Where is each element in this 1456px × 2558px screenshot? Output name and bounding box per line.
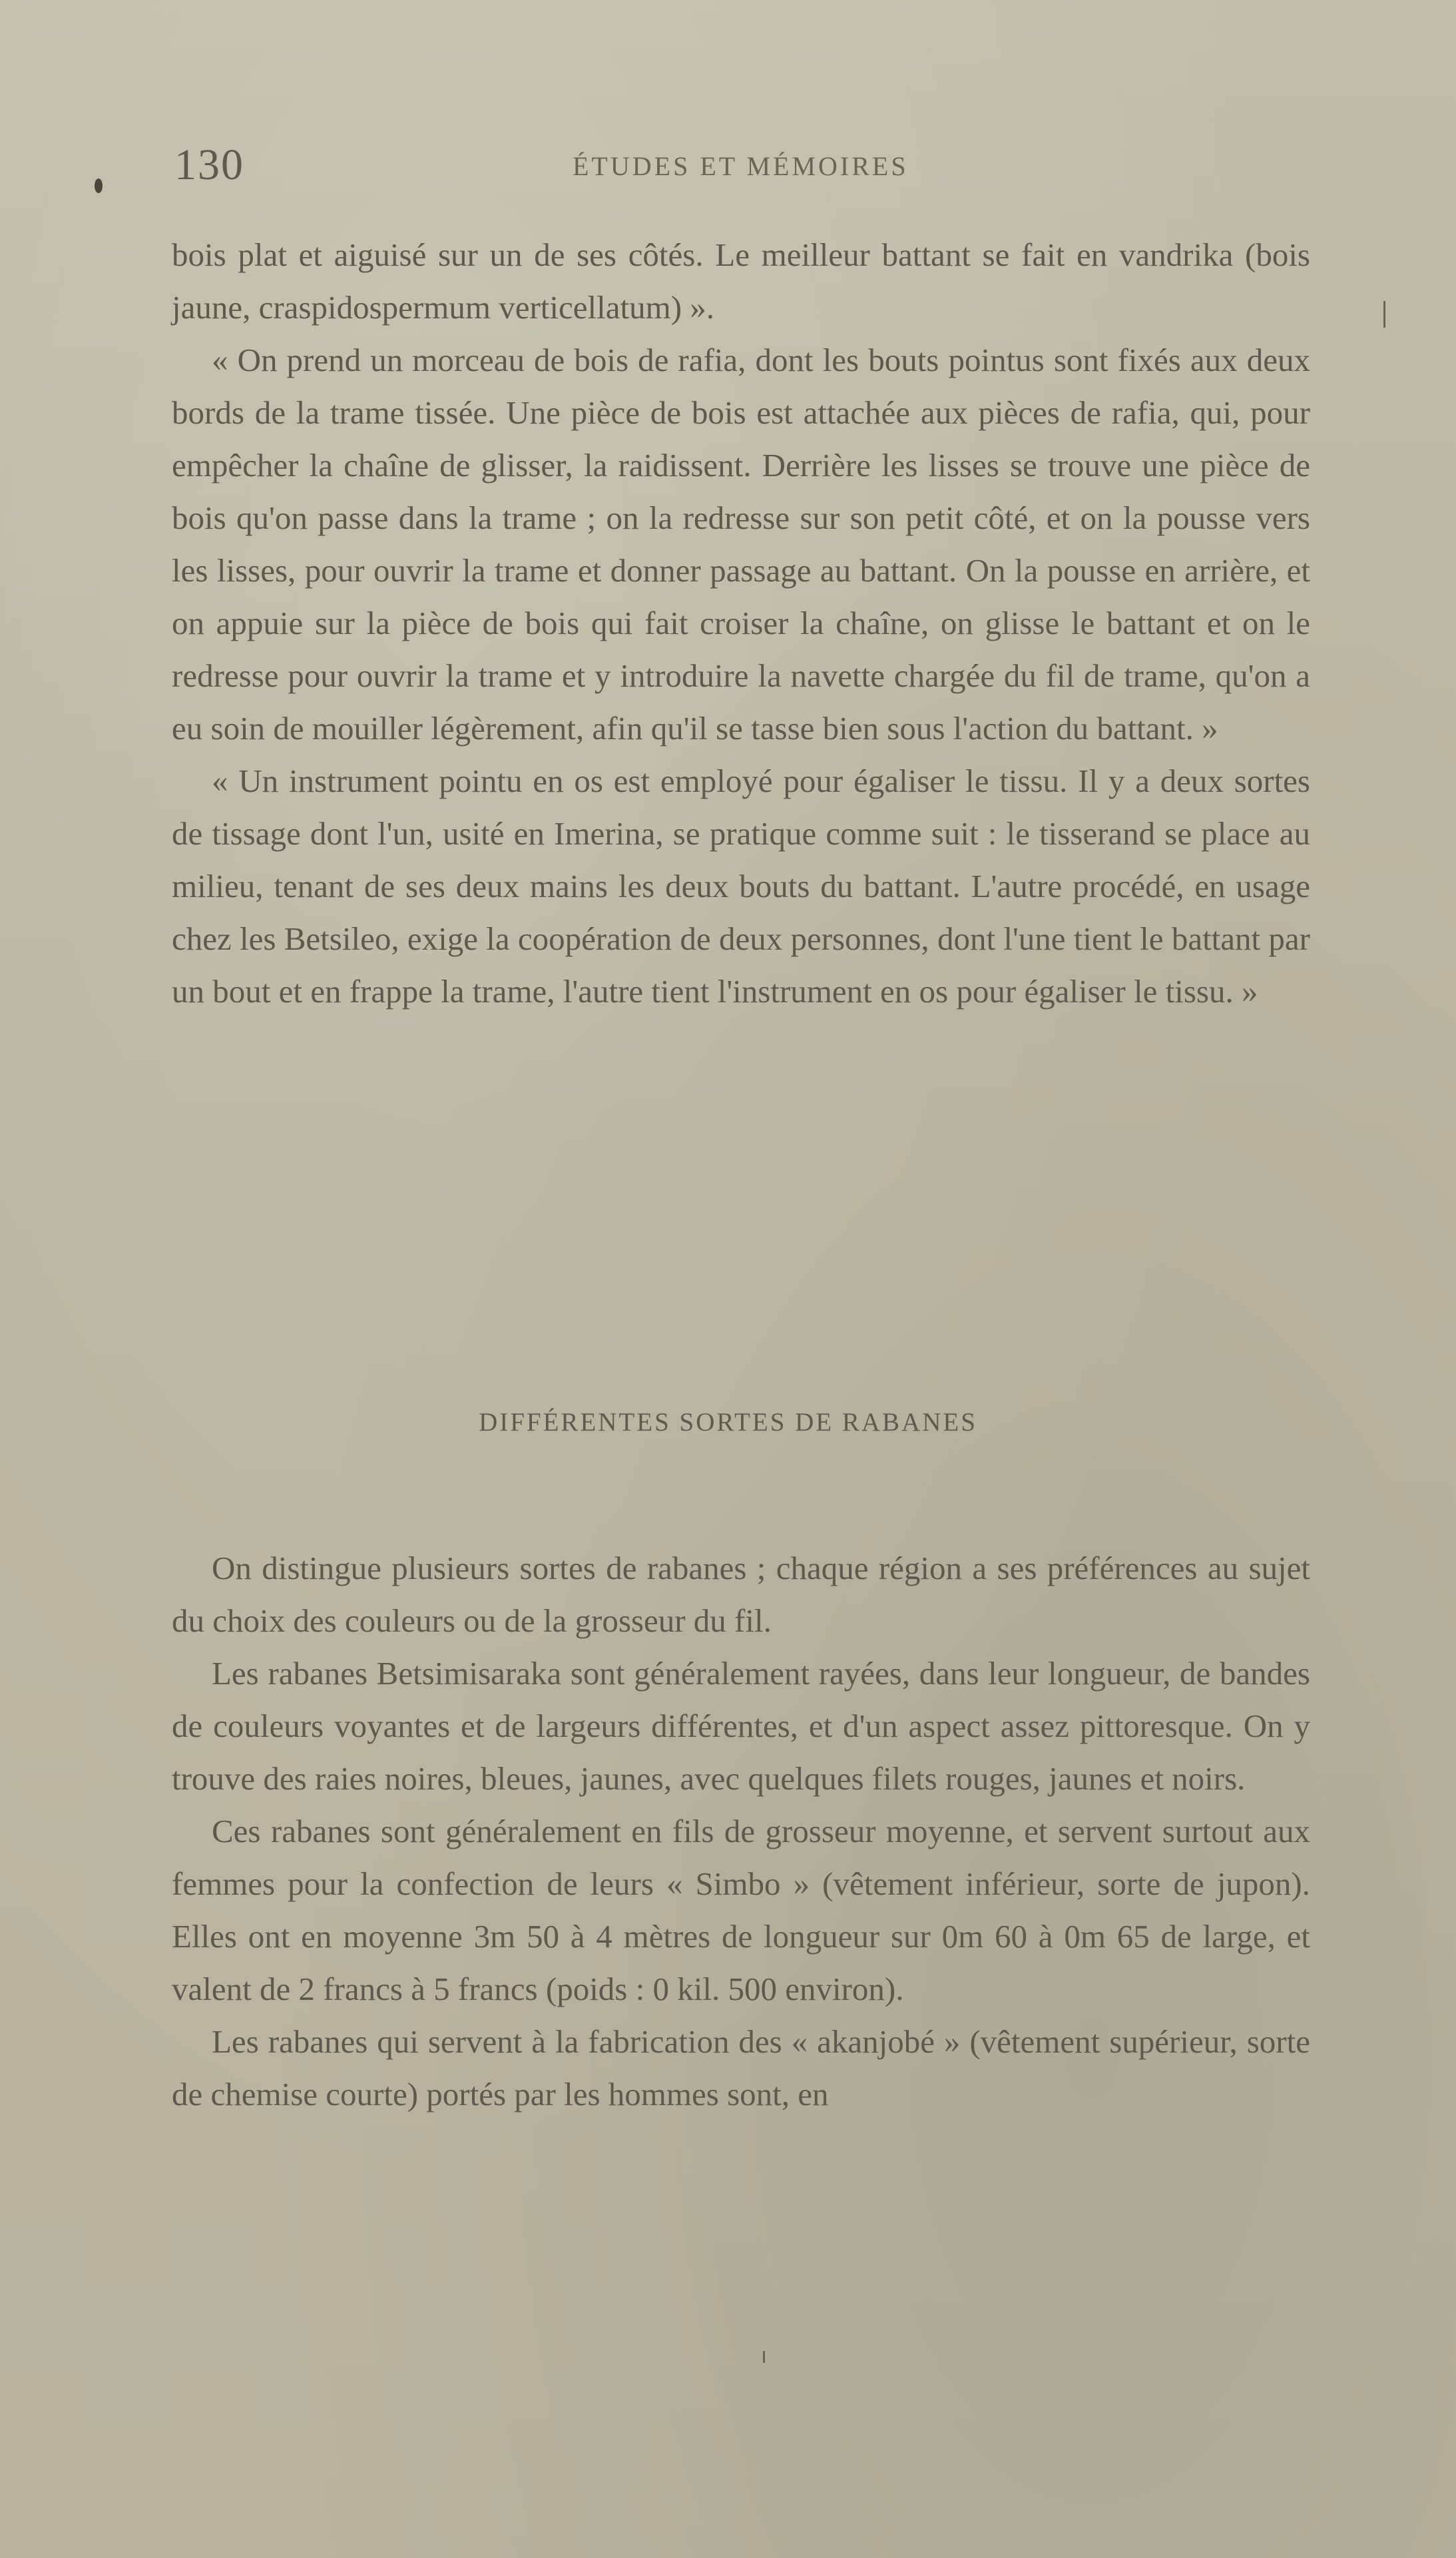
paragraph: bois plat et aiguisé sur un de ses côtés. Le meilleur battant se fait en vandrika (bois jaune, craspidospermum verticellatum) ». [172,236,1310,326]
paragraph: « On prend un morceau de bois de rafia, dont les bouts pointus sont fixés aux deux bords de la trame tissée. Une pièce de bois est attachée aux pièces de rafia, qui, pour empêcher la chaîne de glisser, la raidissent. Derrière les lisses se trouve une pièce de bois qu'on passe dans la trame ; on la redresse sur son petit côté, et on la pousse vers les lisses, pour ouvrir la trame et donner passage au battant. On la pousse en arrière, et on appuie sur la pièce de bois qui fait croiser la chaîne, on glisse le battant et on le redresse pour ouvrir la trame et y introduire la navette chargée du fil de trame, qu'on a eu soin de mouiller légèrement, afin qu'il se tasse bien sous l'action du battant. » [172,342,1310,747]
bottom-mark [763,2351,765,2363]
paragraph: Les rabanes Betsimisaraka sont généralement rayées, dans leur longueur, de bandes de couleurs voyantes et de largeurs différentes, et d'un aspect assez pittoresque. On y trouve des raies noires, bleues, jaunes, avec quelques filets rouges, jaunes et noirs. [172,1655,1310,1797]
body-text-top [172,228,1310,1018]
margin-mark [1383,301,1385,328]
page-number: 130 [174,141,244,189]
section-title: DIFFÉRENTES SORTES DE RABANES [479,1408,977,1437]
running-title: ÉTUDES ET MÉMOIRES [573,151,909,181]
paragraph: Ces rabanes sont généralement en fils de grosseur moyenne, et servent surtout aux femmes pour la confection de leurs « Simbo » (vêtement inférieur, sorte de jupon). Elles ont en moyenne 3m 50 à 4 mètres de longueur sur 0m 60 à 0m 65 de large, et valent de 2 francs à 5 francs (poids : 0 kil. 500 environ). [172,1813,1310,2007]
ink-dot [95,178,103,193]
paragraph: « Un instrument pointu en os est employé pour égaliser le tissu. Il y a deux sortes de tissage dont l'un, usité en Imerina, se pratique comme suit : le tisserand se place au milieu, tenant de ses deux mains les deux bouts du battant. L'autre procédé, en usage chez les Betsileo, exige la coopération de deux personnes, dont l'une tient le battant par un bout et en frappe la trame, l'autre tient l'instrument en os pour égaliser le tissu. » [172,763,1310,1010]
paragraph: On distingue plusieurs sortes de rabanes ; chaque région a ses préférences au sujet du choix des couleurs ou de la grosseur du fil. [172,1550,1310,1639]
paragraph: Les rabanes qui servent à la fabrication des « akanjobé » (vêtement supérieur, sorte de chemise courte) portés par les hommes sont, en [172,2023,1310,2112]
body-text-bottom [172,1542,1310,2120]
